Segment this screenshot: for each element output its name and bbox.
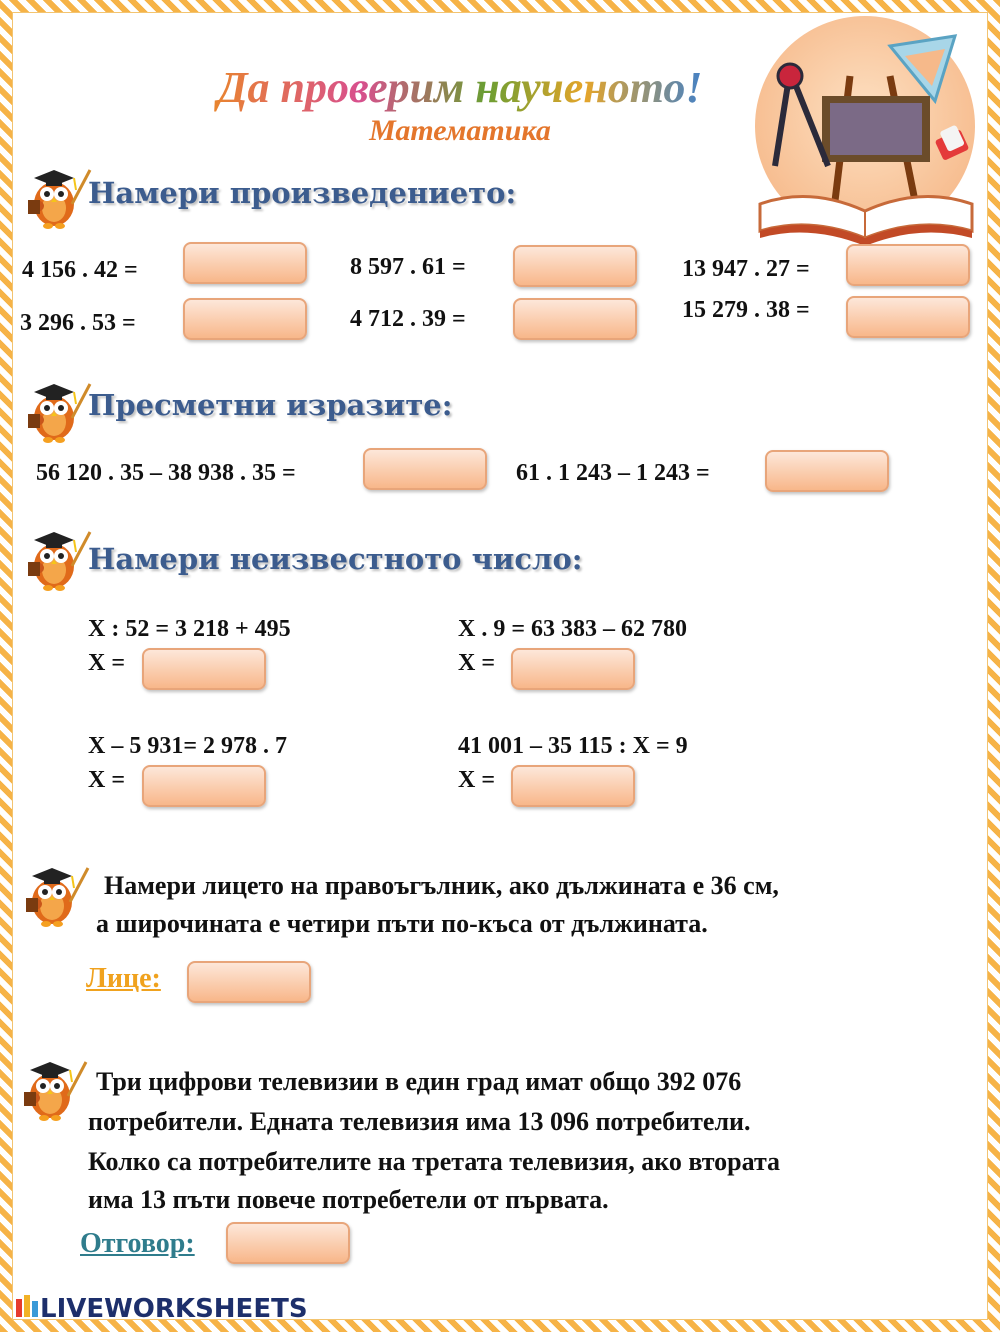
answer-input-2[interactable] <box>183 298 307 340</box>
answer-input-6[interactable] <box>846 296 970 338</box>
equation-10: X . 9 = 63 383 – 62 780 <box>458 616 688 642</box>
rectangle-problem-line-1: Намери лицето на правоъгълник, ако дължината е 36 см, <box>104 871 779 900</box>
answer-input-3[interactable] <box>513 245 637 287</box>
math-tools-illustration <box>750 16 982 248</box>
equation-2: 3 296 . 53 = <box>20 310 136 336</box>
answer-label: Отговор: <box>80 1228 195 1259</box>
x-label: X = <box>88 650 126 676</box>
equation-9: X : 52 = 3 218 + 495 <box>88 616 291 642</box>
equation-6: 15 279 . 38 = <box>682 297 810 323</box>
rectangle-problem-line-2: а широчината е четири пъти по-къса от дължината. <box>96 909 708 938</box>
equation-11: X – 5 931= 2 978 . 7 <box>88 733 288 759</box>
tv-problem-line-4: има 13 пъти повече потребетели от първата. <box>88 1185 609 1214</box>
owl-teacher-icon <box>22 526 92 592</box>
answer-input-11[interactable] <box>142 765 266 807</box>
page-title: Да проверим наученото! <box>210 62 710 113</box>
area-label: Лице: <box>86 963 161 994</box>
tv-problem-line-2: потребители. Едната телевизия има 13 096 потребители. <box>88 1107 751 1136</box>
equation-8: 61 . 1 243 – 1 243 = <box>516 460 710 486</box>
answer-input-9[interactable] <box>142 648 266 690</box>
equation-4: 4 712 . 39 = <box>350 306 466 332</box>
owl-teacher-icon <box>20 862 90 928</box>
page-subtitle: Математика <box>369 114 551 147</box>
section-heading-unknown: Намери неизвестното число: <box>88 542 583 576</box>
owl-teacher-icon <box>18 1056 88 1122</box>
area-answer-input[interactable] <box>187 961 311 1003</box>
equation-5: 13 947 . 27 = <box>682 256 810 282</box>
answer-input-1[interactable] <box>183 242 307 284</box>
answer-input-8[interactable] <box>765 450 889 492</box>
x-label: X = <box>88 767 126 793</box>
liveworksheets-logo-text: LIVEWORKSHEETS <box>40 1294 308 1324</box>
tv-problem-line-3: Колко са потребителите на третата телевизия, ако втората <box>88 1147 781 1176</box>
section-heading-product: Намери произведението: <box>88 176 517 210</box>
equation-12: 41 001 – 35 115 : X = 9 <box>458 733 688 759</box>
section-heading-expressions: Пресметни изразите: <box>88 388 453 422</box>
tv-answer-input[interactable] <box>226 1222 350 1264</box>
tv-problem-line-1: Три цифрови телевизии в един град имат общо 392 076 <box>96 1067 742 1096</box>
answer-input-4[interactable] <box>513 298 637 340</box>
owl-teacher-icon <box>22 164 92 230</box>
liveworksheets-logo-icon <box>16 1295 38 1321</box>
answer-input-12[interactable] <box>511 765 635 807</box>
equation-1: 4 156 . 42 = <box>22 257 138 283</box>
owl-teacher-icon <box>22 378 92 444</box>
answer-input-10[interactable] <box>511 648 635 690</box>
liveworksheets-logo <box>16 1294 308 1324</box>
equation-7: 56 120 . 35 – 38 938 . 35 = <box>36 460 296 486</box>
x-label: X = <box>458 767 496 793</box>
equation-3: 8 597 . 61 = <box>350 254 466 280</box>
x-label: X = <box>458 650 496 676</box>
answer-input-5[interactable] <box>846 244 970 286</box>
answer-input-7[interactable] <box>363 448 487 490</box>
